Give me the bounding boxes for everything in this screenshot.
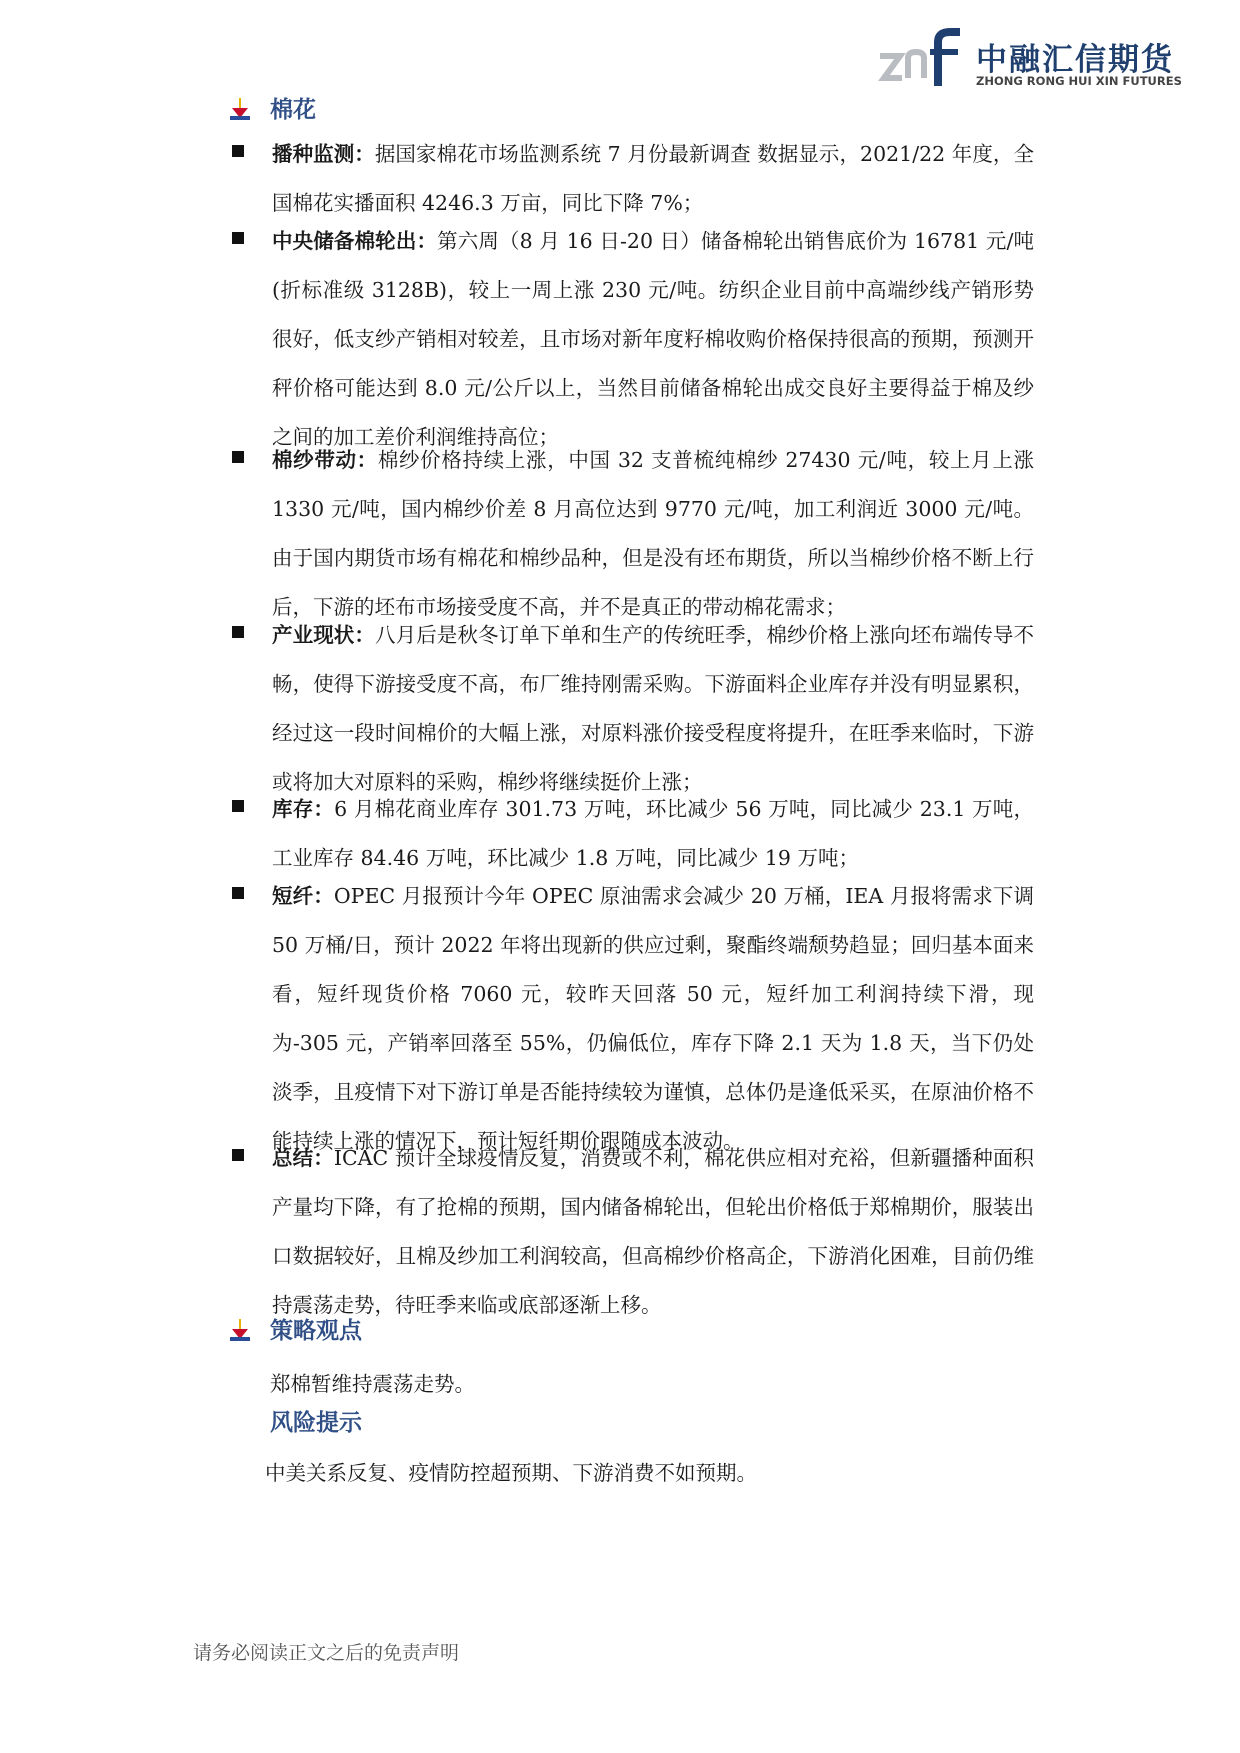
item-text: 八月后是秋冬订单下单和生产的传统旺季，棉纱价格上涨向坯布端传导不畅，使得下游接受度不高，布厂维持刚需采购。下游面料企业库存并没有明显累积，经过这一段时间棉价的大幅上涨，对原料涨价接受程度将提升，在旺季来临时，下游或将加大对原料的采购，棉纱将继续挺价上涨； [272, 623, 1035, 794]
square-bullet-icon [232, 887, 244, 899]
item-label: 库存： [272, 797, 335, 821]
item-text: OPEC 月报预计今年 OPEC 原油需求会减少 20 万桶，IEA 月报将需求下调 50 万桶/日，预计 2022 年将出现新的供应过剩，聚酯终端颓势趋显；回归基本面来看，短纤现货价格 7060 元，较昨天回落 50 元，短纤加工利润持续下滑，现为-305 元，产销率回落至 55%，仍偏低位，库存下降 2.1 天为 1.8 天，当下仍处淡季，且疫情下对下游订单是否能持续较为谨慎，总体仍是逢低采买，在原油价格不能持续上涨的情况下，预计短纤期价跟随成本波动。 [272, 884, 1034, 1153]
footer-disclaimer: 请务必阅读正文之后的免责声明 [193, 1642, 460, 1664]
square-bullet-icon [232, 232, 244, 244]
item-label: 产业现状： [272, 623, 375, 647]
arrow-marker-icon [228, 98, 252, 122]
heading-text: 棉花 [270, 97, 316, 123]
risk-text: 中美关系反复、疫情防控超预期、下游消费不如预期。 [265, 1461, 757, 1485]
strategy-text: 郑棉暂维持震荡走势。 [270, 1372, 475, 1396]
square-bullet-icon [232, 800, 244, 812]
item-label: 播种监测： [272, 142, 375, 166]
item-text: 棉纱价格持续上涨，中国 32 支普梳纯棉纱 27430 元/吨，较上月上涨 1330 元/吨，国内棉纱价差 8 月高位达到 9770 元/吨，加工利润近 3000 元/吨。由于国内期货市场有棉花和棉纱品种，但是没有坯布期货，所以当棉纱价格不断上行后，下游的坯布市场接受度不高，并不是真正的带动棉花需求； [272, 448, 1034, 619]
znf-logo-icon [878, 28, 964, 88]
item-text: 第六周（8 月 16 日-20 日）储备棉轮出销售底价为 16781 元/吨(折标准级 3128B)，较上一周上涨 230 元/吨。纺织企业目前中高端纱线产销形势很好，低支纱产销相对较差，且市场对新年度籽棉收购价格保持很高的预期，预测开秤价格可能达到 8.0 元/公斤以上，当然目前储备棉轮出成交良好主要得益于棉及纱之间的加工差价利润维持高位； [272, 229, 1035, 449]
item-label: 短纤： [272, 884, 334, 908]
company-logo [878, 26, 1182, 94]
heading-text: 策略观点 [270, 1318, 362, 1344]
logo-chinese-name: 中融汇信期货 [976, 42, 1174, 78]
risk-heading: 风险提示 [270, 1410, 362, 1436]
item-text: 据国家棉花市场监测系统 7 月份最新调查 数据显示，2021/22 年度，全国棉花实播面积 4246.3 万亩，同比下降 7%； [272, 142, 1034, 215]
item-text: 6 月棉花商业库存 301.73 万吨，环比减少 56 万吨，同比减少 23.1 万吨，工业库存 84.46 万吨，环比减少 1.8 万吨，同比减少 19 万吨； [272, 797, 1035, 870]
square-bullet-icon [232, 451, 244, 463]
square-bullet-icon [232, 145, 244, 157]
item-text: ICAC 预计全球疫情反复，消费或不利，棉花供应相对充裕，但新疆播种面积产量均下降，有了抢棉的预期，国内储备棉轮出，但轮出价格低于郑棉期价，服装出口数据较好，且棉及纱加工利润较高，但高棉纱价格高企，下游消化困难，目前仍维持震荡走势，待旺季来临或底部逐渐上移。 [272, 1146, 1034, 1317]
item-label: 中央储备棉轮出： [272, 229, 438, 253]
arrow-marker-icon [228, 1319, 252, 1343]
item-label: 总结： [272, 1146, 334, 1170]
logo-english-name: ZHONG RONG HUI XIN FUTURES [976, 74, 1182, 88]
item-label: 棉纱带动： [272, 448, 378, 472]
square-bullet-icon [232, 626, 244, 638]
square-bullet-icon [232, 1149, 244, 1161]
